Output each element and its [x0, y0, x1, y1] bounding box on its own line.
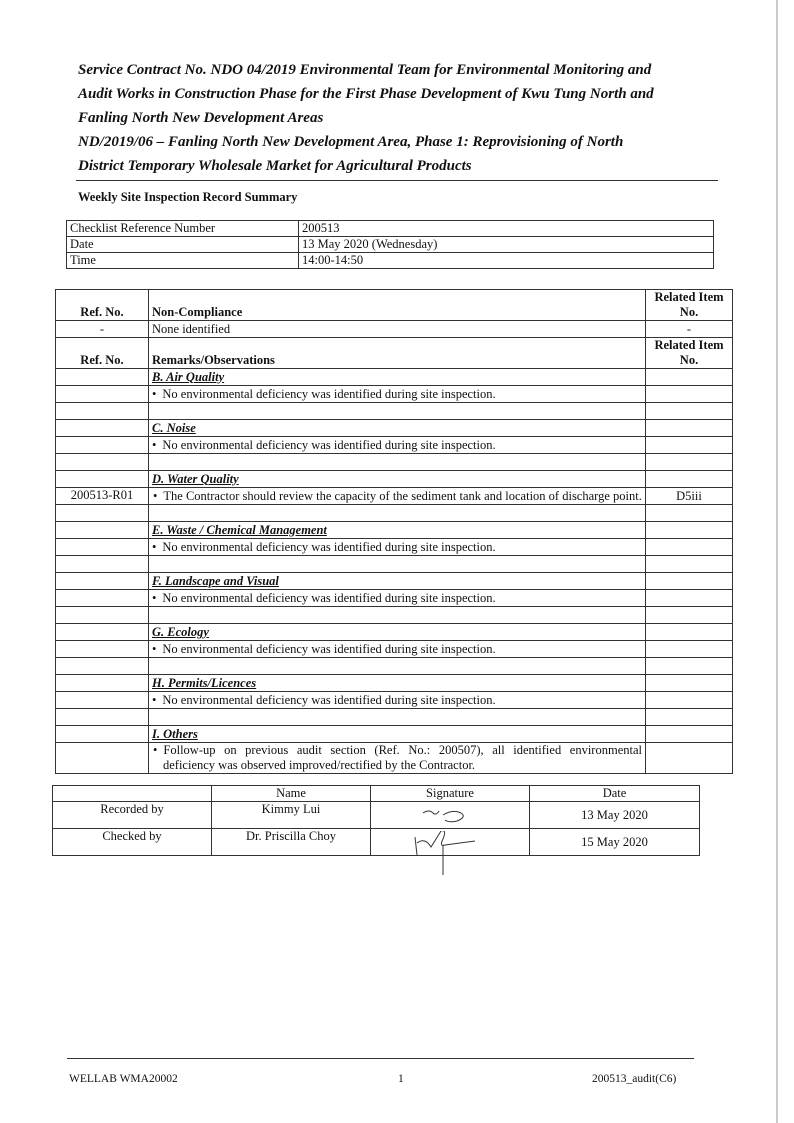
ref-no-header: Ref. No. — [56, 290, 149, 321]
header-line: ND/2019/06 – Fanling North New Development Area, Phase 1: Reprovisioning of North — [78, 134, 624, 150]
table-row — [56, 488, 733, 505]
table-row — [56, 675, 733, 692]
nc-text: None identified — [149, 321, 646, 338]
ecology-remark: • No environmental deficiency was identified during site inspection. — [149, 641, 646, 658]
landscape-remark: • No environmental deficiency was identified during site inspection. — [149, 590, 646, 607]
header-line: Service Contract No. NDO 04/2019 Environmental Team for Environmental Monitoring and — [78, 62, 652, 78]
table-row — [56, 454, 733, 471]
table-row — [56, 641, 733, 658]
table-row — [56, 692, 733, 709]
table-row — [56, 607, 733, 624]
table-row — [53, 802, 700, 829]
date-value: 13 May 2020 (Wednesday) — [299, 237, 714, 253]
time-label: Time — [67, 253, 299, 269]
signature-icon — [411, 831, 501, 875]
footer-left: WELLAB WMA20002 — [69, 1073, 178, 1085]
ref-no-header: Ref. No. — [56, 338, 149, 369]
recorded-signature — [371, 802, 530, 829]
checked-by-label: Checked by — [53, 829, 212, 856]
section-permits: H. Permits/Licences — [149, 675, 646, 692]
table-row — [56, 743, 733, 774]
name-header: Name — [212, 786, 371, 802]
water-remark: • The Contractor should review the capacity of the sediment tank and location of discharge point. — [149, 488, 646, 505]
air-remark: • No environmental deficiency was identified during site inspection. — [149, 386, 646, 403]
document-header — [78, 58, 718, 178]
table-row — [56, 369, 733, 386]
related-item-header: Related Item No. — [646, 290, 733, 321]
recorded-date: 13 May 2020 — [530, 802, 700, 829]
table-row — [56, 726, 733, 743]
table-row — [56, 539, 733, 556]
table-row — [67, 221, 714, 237]
footer-right: 200513_audit(C6) — [592, 1073, 677, 1085]
checked-name: Dr. Priscilla Choy — [212, 829, 371, 856]
table-row — [56, 437, 733, 454]
recorded-by-label: Recorded by — [53, 802, 212, 829]
signature-icon — [415, 803, 485, 823]
water-item: D5iii — [646, 488, 733, 505]
section-noise: C. Noise — [149, 420, 646, 437]
table-header-row — [56, 290, 733, 321]
others-remark: • Follow-up on previous audit section (Ref. No.: 200507), all identified environmental deficiency was observed improved/rectified by the Contractor. — [149, 743, 646, 774]
table-row — [56, 505, 733, 522]
non-compliance-header: Non-Compliance — [149, 290, 646, 321]
time-value: 14:00-14:50 — [299, 253, 714, 269]
nc-item: - — [646, 321, 733, 338]
table-row — [56, 386, 733, 403]
inspection-record-table — [55, 289, 733, 774]
table-row — [56, 573, 733, 590]
checked-date: 15 May 2020 — [530, 829, 700, 856]
date-label: Date — [67, 237, 299, 253]
water-ref: 200513-R01 — [56, 488, 149, 505]
inspection-info-table — [66, 220, 714, 269]
signature-table — [52, 785, 700, 856]
table-row — [56, 658, 733, 675]
date-header: Date — [530, 786, 700, 802]
section-water-quality: D. Water Quality — [149, 471, 646, 488]
table-row — [56, 471, 733, 488]
scan-edge — [776, 0, 778, 1123]
table-header-row — [56, 338, 733, 369]
permits-remark: • No environmental deficiency was identified during site inspection. — [149, 692, 646, 709]
footer-rule — [67, 1058, 694, 1059]
checklist-label: Checklist Reference Number — [67, 221, 299, 237]
section-air-quality: B. Air Quality — [149, 369, 646, 386]
nc-ref: - — [56, 321, 149, 338]
table-row — [56, 403, 733, 420]
table-row — [56, 556, 733, 573]
page-subtitle: Weekly Site Inspection Record Summary — [78, 190, 298, 204]
table-row — [56, 321, 733, 338]
header-rule — [76, 180, 718, 181]
table-header-row — [53, 786, 700, 802]
recorded-name: Kimmy Lui — [212, 802, 371, 829]
noise-remark: • No environmental deficiency was identified during site inspection. — [149, 437, 646, 454]
section-ecology: G. Ecology — [149, 624, 646, 641]
section-landscape: F. Landscape and Visual — [149, 573, 646, 590]
table-row — [67, 237, 714, 253]
table-row — [56, 624, 733, 641]
table-row — [56, 522, 733, 539]
checklist-value: 200513 — [299, 221, 714, 237]
header-line: Audit Works in Construction Phase for the First Phase Development of Kwu Tung North and — [78, 86, 654, 102]
waste-remark: • No environmental deficiency was identified during site inspection. — [149, 539, 646, 556]
table-row — [67, 253, 714, 269]
page-number: 1 — [398, 1073, 404, 1085]
header-line: Fanling North New Development Areas — [78, 110, 324, 126]
table-row — [56, 420, 733, 437]
table-row — [56, 709, 733, 726]
checked-signature — [371, 829, 530, 856]
header-line: District Temporary Wholesale Market for Agricultural Products — [78, 158, 472, 174]
table-row — [56, 590, 733, 607]
section-others: I. Others — [149, 726, 646, 743]
signature-header: Signature — [371, 786, 530, 802]
related-item-header: Related Item No. — [646, 338, 733, 369]
remarks-header: Remarks/Observations — [149, 338, 646, 369]
section-waste: E. Waste / Chemical Management — [149, 522, 646, 539]
table-row — [53, 829, 700, 856]
